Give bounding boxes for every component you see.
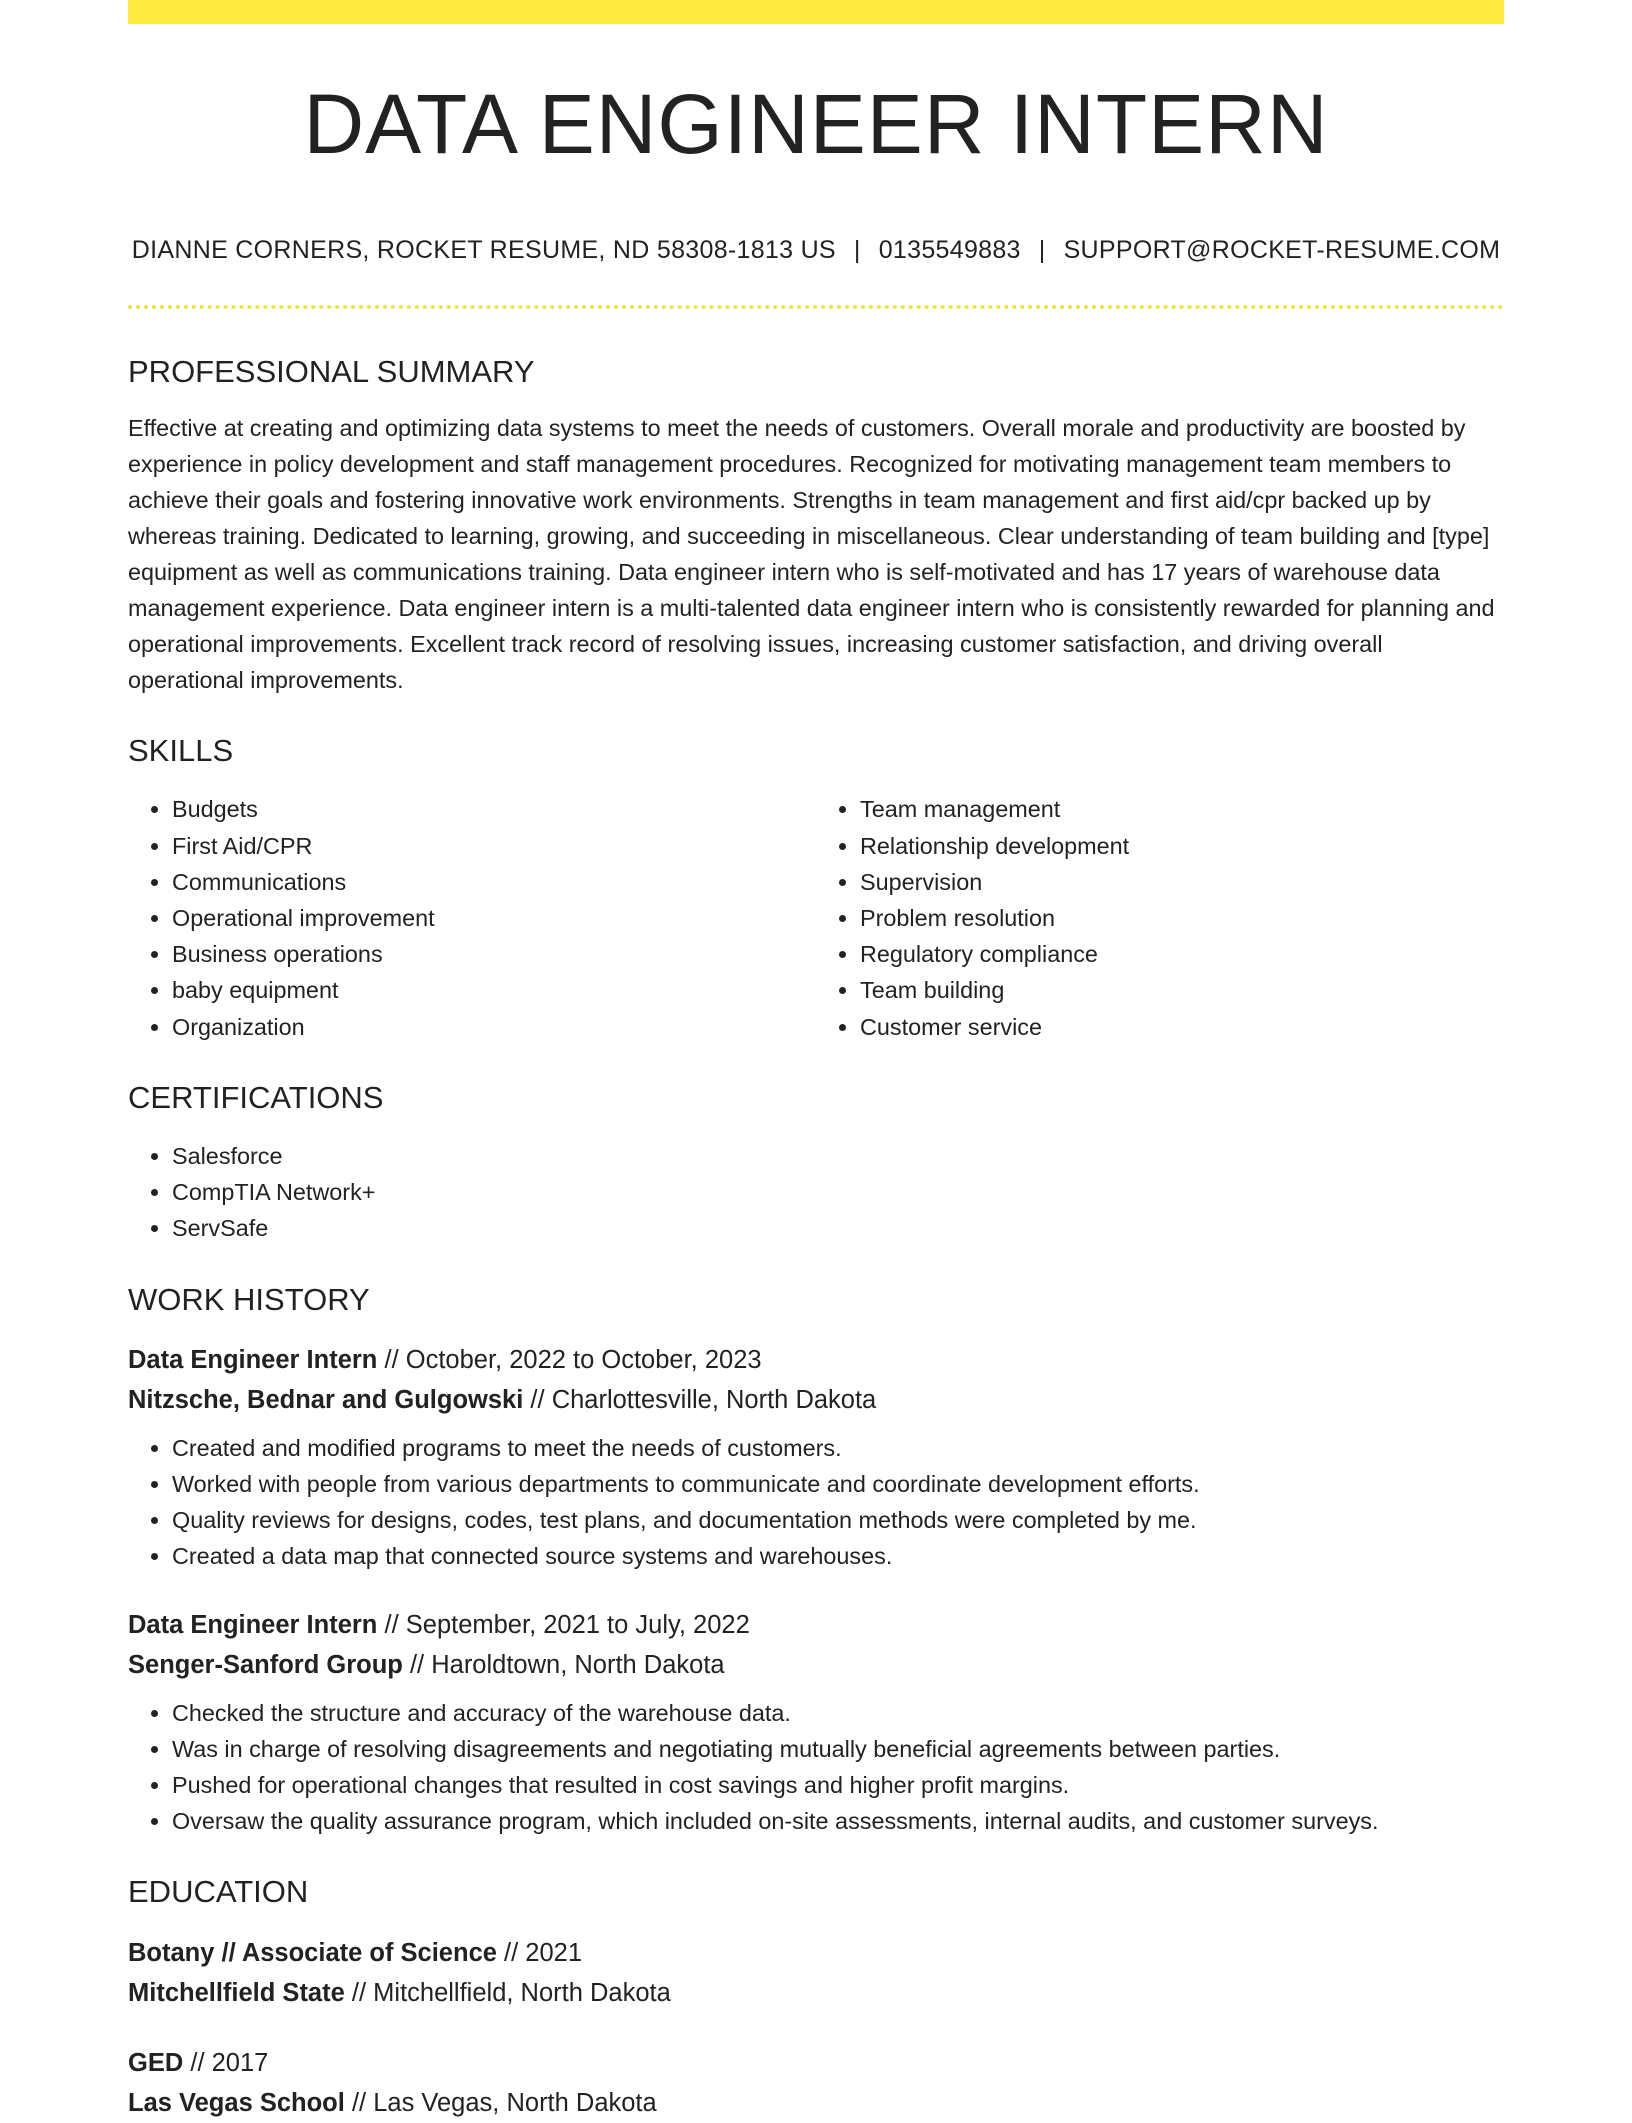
- job-title-line: [128, 1605, 1504, 1645]
- education-entry: [128, 2043, 1504, 2123]
- education-degree: GED: [128, 2048, 184, 2077]
- education-school-line: [128, 2083, 1504, 2123]
- skill-item: • baby equipment: [172, 972, 816, 1008]
- certification-item: • Salesforce: [172, 1138, 1504, 1174]
- job-title: Data Engineer Intern: [128, 1345, 378, 1374]
- education-school: Las Vegas School: [128, 2088, 345, 2117]
- contact-phone: 0135549883: [878, 236, 1021, 264]
- education-location: Mitchellfield, North Dakota: [373, 1978, 671, 2007]
- resume-page: [128, 0, 1504, 2123]
- job-company: Nitzsche, Bednar and Gulgowski: [128, 1385, 524, 1414]
- education-school: Mitchellfield State: [128, 1978, 345, 2007]
- skill-item: • Business operations: [172, 936, 816, 972]
- certification-item: • CompTIA Network+: [172, 1174, 1504, 1210]
- skill-item: • Communications: [172, 864, 816, 900]
- separator: //: [530, 1385, 545, 1414]
- job-bullet: • Was in charge of resolving disagreements and negotiating mutually beneficial agreements between parties.: [172, 1731, 1504, 1767]
- skills-heading: SKILLS: [128, 733, 234, 769]
- job-location: Haroldtown, North Dakota: [431, 1650, 725, 1679]
- education-degree-line: [128, 2043, 1504, 2083]
- certifications-heading: CERTIFICATIONS: [128, 1079, 384, 1115]
- job-bullet: • Pushed for operational changes that resulted in cost savings and higher profit margins.: [172, 1767, 1504, 1803]
- job-bullet: • Created a data map that connected source systems and warehouses.: [172, 1538, 1504, 1574]
- skills-column-left: [128, 791, 816, 1044]
- skill-item: • Problem resolution: [860, 900, 1504, 936]
- contact-email: SUPPORT@ROCKET-RESUME.COM: [1063, 236, 1501, 264]
- summary-heading: PROFESSIONAL SUMMARY: [128, 354, 535, 389]
- skill-item: • Team management: [860, 791, 1504, 827]
- separator: //: [384, 1345, 399, 1374]
- education-degree-line: [128, 1933, 1504, 1973]
- job-bullets: [128, 1430, 1504, 1575]
- separator: //: [190, 2048, 205, 2077]
- job-company-line: [128, 1645, 1504, 1685]
- certifications-list: [128, 1138, 1504, 1247]
- job-entry: [128, 1340, 1504, 1575]
- job-dates: September, 2021 to July, 2022: [405, 1610, 750, 1639]
- skill-item: • Customer service: [860, 1009, 1504, 1045]
- separator: //: [504, 1938, 519, 1967]
- accent-bar: [128, 0, 1504, 24]
- job-bullet: • Quality reviews for designs, codes, test plans, and documentation methods were completed by me.: [172, 1502, 1504, 1538]
- job-bullet: • Worked with people from various departments to communicate and coordinate development efforts.: [172, 1466, 1504, 1502]
- education-year: 2017: [211, 2048, 269, 2077]
- contact-line: [128, 236, 1504, 265]
- skill-item: • Relationship development: [860, 828, 1504, 864]
- skill-item: • Team building: [860, 972, 1504, 1008]
- job-title-line: [128, 1340, 1504, 1380]
- separator: //: [409, 1650, 425, 1679]
- separator: //: [351, 1978, 367, 2007]
- education-heading: EDUCATION: [128, 1874, 309, 1910]
- work-history-heading: WORK HISTORY: [128, 1281, 370, 1317]
- education-entry: [128, 1933, 1504, 2013]
- contact-address: DIANNE CORNERS, ROCKET RESUME, ND 58308-1813 US: [131, 236, 836, 264]
- skills-column-right: [816, 791, 1504, 1044]
- job-entry: [128, 1605, 1504, 1840]
- job-company: Senger-Sanford Group: [128, 1650, 403, 1679]
- summary-text: Effective at creating and optimizing data systems to meet the needs of customers. Overall morale and productivity are boosted by experience in policy development and staff management procedures. Recognized for motivating management team members to achieve their goals and fostering innovative work environments. Strengths in team management and first aid/cpr backed up by whereas training. Dedicated to learning, growing, and succeeding in miscellaneous. Clear understanding of team building and [type] equipment as well as communications training. Data engineer intern who is self-motivated and has 17 years of warehouse data management experience. Data engineer intern is a multi-talented data engineer intern who is consistently rewarded for planning and operational improvements. Excellent track record of resolving issues, increasing customer satisfaction, and driving overall operational improvements.: [128, 415, 1495, 694]
- resume-title: DATA ENGINEER INTERN: [303, 77, 1329, 171]
- job-title: Data Engineer Intern: [128, 1610, 378, 1639]
- education-location: Las Vegas, North Dakota: [373, 2088, 657, 2117]
- job-dates: October, 2022 to October, 2023: [405, 1345, 762, 1374]
- job-bullet: • Oversaw the quality assurance program, which included on-site assessments, internal audits, and customer surveys.: [172, 1803, 1504, 1839]
- skill-item: • Organization: [172, 1009, 816, 1045]
- contact-separator: |: [853, 236, 861, 264]
- skills-list: [128, 791, 1504, 1044]
- skill-item: • Budgets: [172, 791, 816, 827]
- job-company-line: [128, 1380, 1504, 1420]
- education-school-line: [128, 1973, 1504, 2013]
- header-divider: [128, 305, 1504, 309]
- job-bullets: [128, 1695, 1504, 1840]
- separator: //: [351, 2088, 367, 2117]
- job-location: Charlottesville, North Dakota: [551, 1385, 877, 1414]
- skill-item: • Operational improvement: [172, 900, 816, 936]
- skill-item: • First Aid/CPR: [172, 828, 816, 864]
- education-year: 2021: [525, 1938, 583, 1967]
- education-degree: Botany // Associate of Science: [128, 1938, 497, 1967]
- job-bullet: • Created and modified programs to meet the needs of customers.: [172, 1430, 1504, 1466]
- job-bullet: • Checked the structure and accuracy of the warehouse data.: [172, 1695, 1504, 1731]
- certification-item: • ServSafe: [172, 1210, 1504, 1246]
- contact-separator: |: [1038, 236, 1046, 264]
- skill-item: • Regulatory compliance: [860, 936, 1504, 972]
- separator: //: [384, 1610, 399, 1639]
- skill-item: • Supervision: [860, 864, 1504, 900]
